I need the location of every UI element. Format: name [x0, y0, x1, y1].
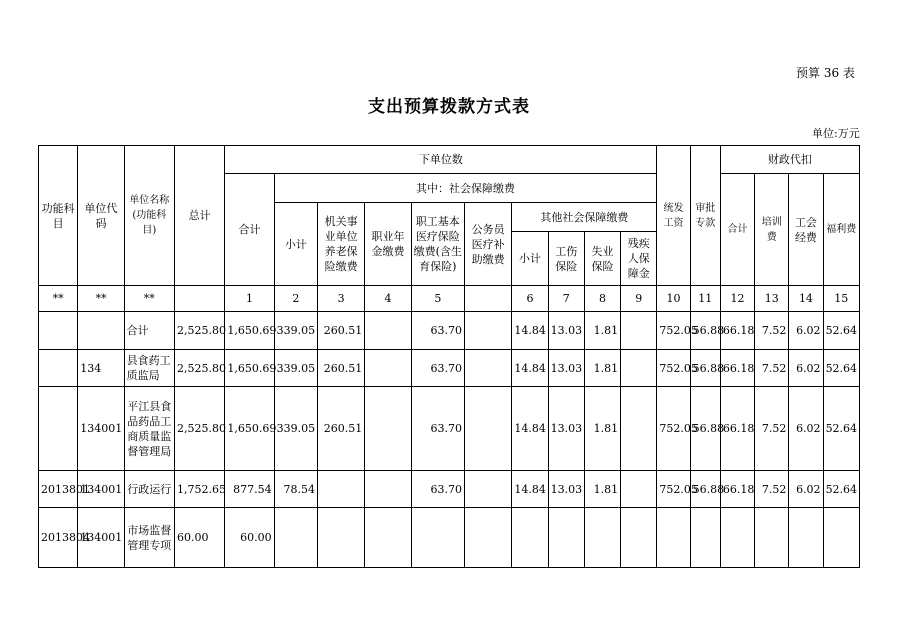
header-shiye: 失业保险: [584, 232, 620, 286]
value-cell: [512, 508, 548, 568]
value-cell: 78.54: [274, 471, 317, 508]
value-cell: 6.02: [789, 471, 823, 508]
func-subject-cell: [39, 387, 78, 471]
value-cell: 66.18: [720, 471, 754, 508]
value-cell: 1.81: [584, 350, 620, 387]
value-cell: 13.03: [548, 471, 584, 508]
func-subject-cell: 2013804: [39, 508, 78, 568]
unit-code-cell: 134001: [78, 471, 124, 508]
value-cell: 7.52: [755, 350, 789, 387]
header-tongfa: 统发工资: [657, 146, 690, 286]
value-cell: 7.52: [755, 312, 789, 350]
index-cell: 10: [657, 286, 690, 312]
header-jiguan: 机关事业单位养老保险缴费: [317, 203, 364, 286]
value-cell: 66.18: [720, 312, 754, 350]
value-cell: [690, 508, 720, 568]
value-cell: 14.84: [512, 471, 548, 508]
unit-name-cell: 平江县食品药品工商质量监督管理局: [124, 387, 174, 471]
func-subject-cell: [39, 312, 78, 350]
index-cell: **: [39, 286, 78, 312]
value-cell: [621, 387, 657, 471]
header-fuli: 福利费: [823, 174, 859, 286]
value-cell: 1.81: [584, 387, 620, 471]
index-cell: 9: [621, 286, 657, 312]
header-shenpi: 审批专款: [690, 146, 720, 286]
value-cell: 56.88: [690, 387, 720, 471]
value-cell: 52.64: [823, 387, 859, 471]
value-cell: 56.88: [690, 350, 720, 387]
value-cell: 1,650.69: [225, 387, 274, 471]
value-cell: 56.88: [690, 471, 720, 508]
value-cell: 52.64: [823, 350, 859, 387]
value-cell: [411, 508, 464, 568]
value-cell: 63.70: [411, 350, 464, 387]
index-cell: 13: [755, 286, 789, 312]
value-cell: 52.64: [823, 312, 859, 350]
value-cell: 13.03: [548, 350, 584, 387]
value-cell: 63.70: [411, 312, 464, 350]
value-cell: 2,525.80: [174, 312, 224, 350]
index-cell: 1: [225, 286, 274, 312]
unit-code-cell: 134001: [78, 387, 124, 471]
table-row: [39, 312, 860, 350]
index-cell: **: [124, 286, 174, 312]
index-cell: **: [78, 286, 124, 312]
unit-name-cell: 市场监督管理专项: [124, 508, 174, 568]
value-cell: [465, 387, 512, 471]
header-caizheng: 财政代扣: [720, 146, 859, 174]
value-cell: 14.84: [512, 387, 548, 471]
index-cell: 8: [584, 286, 620, 312]
value-cell: 6.02: [789, 312, 823, 350]
page-title: 支出预算拨款方式表: [368, 97, 530, 117]
value-cell: [621, 312, 657, 350]
index-cell: 14: [789, 286, 823, 312]
unit-code-cell: 134: [78, 350, 124, 387]
value-cell: 752.05: [657, 387, 690, 471]
value-cell: [720, 508, 754, 568]
value-cell: 1.81: [584, 471, 620, 508]
index-cell: 2: [274, 286, 317, 312]
value-cell: 56.88: [690, 312, 720, 350]
value-cell: [657, 508, 690, 568]
value-cell: [365, 350, 411, 387]
value-cell: 13.03: [548, 312, 584, 350]
value-cell: [465, 508, 512, 568]
unit-name-cell: 合计: [124, 312, 174, 350]
header-total: 总计: [174, 146, 224, 286]
index-cell: 5: [411, 286, 464, 312]
value-cell: [548, 508, 584, 568]
header-gongshang: 工伤保险: [548, 232, 584, 286]
table-row: [39, 508, 860, 568]
value-cell: 339.05: [274, 312, 317, 350]
header-other-xiaoji: 小计: [512, 232, 548, 286]
value-cell: [365, 387, 411, 471]
value-cell: 63.70: [411, 387, 464, 471]
value-cell: 14.84: [512, 312, 548, 350]
header-heji: 合计: [225, 174, 274, 286]
header-shebao-group: 其中：社会保障缴费: [274, 174, 657, 203]
unit-name-cell: 县食药工质监局: [124, 350, 174, 387]
value-cell: 752.05: [657, 471, 690, 508]
value-cell: 6.02: [789, 387, 823, 471]
value-cell: [465, 471, 512, 508]
value-cell: 1,650.69: [225, 350, 274, 387]
value-cell: [465, 312, 512, 350]
value-cell: [755, 508, 789, 568]
index-cell: 12: [720, 286, 754, 312]
index-cell: 6: [512, 286, 548, 312]
value-cell: [621, 350, 657, 387]
unit-code-cell: 134001: [78, 508, 124, 568]
value-cell: [317, 508, 364, 568]
value-cell: 2,525.80: [174, 350, 224, 387]
value-cell: 1.81: [584, 312, 620, 350]
index-cell: [465, 286, 512, 312]
value-cell: 6.02: [789, 350, 823, 387]
index-row: [39, 286, 860, 312]
table-row: [39, 471, 860, 508]
value-cell: 752.05: [657, 312, 690, 350]
header-unit-name: 单位名称(功能科目): [124, 146, 174, 286]
value-cell: [274, 508, 317, 568]
header-unit-code: 单位代码: [78, 146, 124, 286]
index-cell: 7: [548, 286, 584, 312]
value-cell: 339.05: [274, 387, 317, 471]
value-cell: 752.05: [657, 350, 690, 387]
value-cell: [465, 350, 512, 387]
index-cell: 11: [690, 286, 720, 312]
unit-code-cell: [78, 312, 124, 350]
form-code: 预算 36 表: [796, 66, 855, 80]
value-cell: 1,650.69: [225, 312, 274, 350]
header-peixun: 培训费: [755, 174, 789, 286]
unit-name-cell: 行政运行: [124, 471, 174, 508]
value-cell: 260.51: [317, 350, 364, 387]
value-cell: 14.84: [512, 350, 548, 387]
budget-table: [38, 145, 860, 568]
value-cell: 66.18: [720, 387, 754, 471]
value-cell: 52.64: [823, 471, 859, 508]
value-cell: [789, 508, 823, 568]
header-xiaoji: 小计: [274, 203, 317, 286]
table-row: [39, 350, 860, 387]
value-cell: 66.18: [720, 350, 754, 387]
value-cell: 7.52: [755, 387, 789, 471]
index-cell: 3: [317, 286, 364, 312]
index-cell: 4: [365, 286, 411, 312]
header-zhigong: 职工基本医疗保险缴费(含生育保险): [411, 203, 464, 286]
header-zhiye: 职业年金缴费: [365, 203, 411, 286]
table-row: [39, 387, 860, 471]
func-subject-cell: [39, 350, 78, 387]
value-cell: 877.54: [225, 471, 274, 508]
value-cell: 1,752.65: [174, 471, 224, 508]
header-other-group: 其他社会保障缴费: [512, 203, 657, 232]
value-cell: 60.00: [225, 508, 274, 568]
value-cell: [365, 312, 411, 350]
value-cell: 260.51: [317, 312, 364, 350]
value-cell: 2,525.80: [174, 387, 224, 471]
header-gonghui: 工会经费: [789, 174, 823, 286]
header-cz-heji: 合计: [720, 174, 754, 286]
func-subject-cell: 2013801: [39, 471, 78, 508]
value-cell: 63.70: [411, 471, 464, 508]
value-cell: [365, 471, 411, 508]
header-canji: 残疾人保障金: [621, 232, 657, 286]
value-cell: [823, 508, 859, 568]
value-cell: 339.05: [274, 350, 317, 387]
header-xiabo: 下单位数: [225, 146, 657, 174]
value-cell: [584, 508, 620, 568]
index-cell: 15: [823, 286, 859, 312]
value-cell: [621, 508, 657, 568]
header-func-subject: 功能科目: [39, 146, 78, 286]
unit-label: 单位:万元: [812, 127, 860, 140]
value-cell: [365, 508, 411, 568]
header-gongwuyuan: 公务员医疗补助缴费: [465, 203, 512, 286]
value-cell: 260.51: [317, 387, 364, 471]
value-cell: [317, 471, 364, 508]
value-cell: 60.00: [174, 508, 224, 568]
value-cell: 7.52: [755, 471, 789, 508]
value-cell: [621, 471, 657, 508]
index-cell: [174, 286, 224, 312]
value-cell: 13.03: [548, 387, 584, 471]
